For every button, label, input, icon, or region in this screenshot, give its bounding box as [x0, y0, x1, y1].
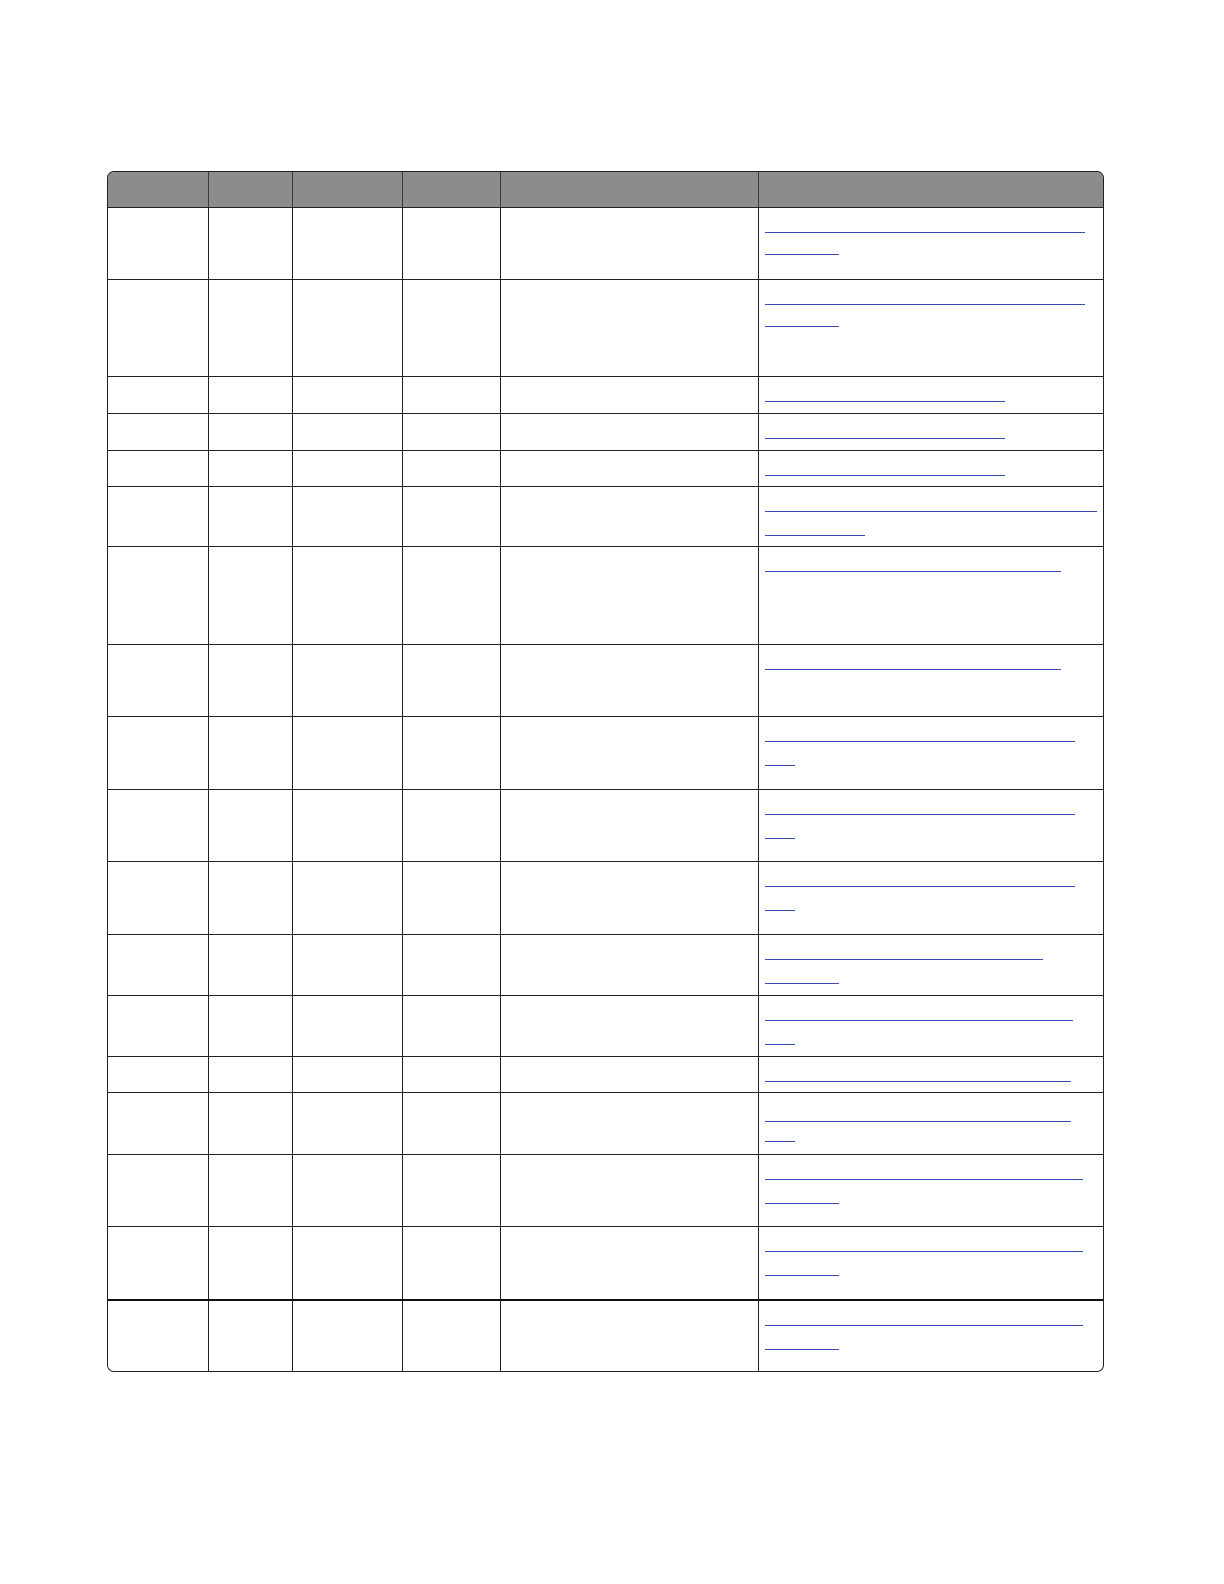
- table-cell: [292, 862, 402, 934]
- table-cell: [292, 547, 402, 644]
- table-cell: [402, 1093, 500, 1154]
- table-cell: [108, 450, 208, 486]
- table-cell: [208, 995, 292, 1056]
- hyperlink-underline[interactable]: [765, 438, 1005, 439]
- table-cell: [402, 934, 500, 995]
- table-row: [108, 1300, 1103, 1371]
- table-cell-link[interactable]: [758, 208, 1103, 280]
- table-row: [108, 208, 1103, 280]
- table-cell: [402, 208, 500, 280]
- table-cell: [402, 1154, 500, 1226]
- table-cell: [208, 716, 292, 789]
- table-cell-link[interactable]: [758, 644, 1103, 716]
- table-cell: [500, 716, 758, 789]
- data-table: [107, 171, 1104, 1372]
- table-cell: [108, 790, 208, 862]
- table-cell-link[interactable]: [758, 450, 1103, 486]
- table-cell-link[interactable]: [758, 790, 1103, 862]
- table-cell: [402, 413, 500, 450]
- table-cell: [292, 790, 402, 862]
- table-row: [108, 934, 1103, 995]
- table-cell: [292, 413, 402, 450]
- table-cell: [500, 547, 758, 644]
- table-cell: [500, 790, 758, 862]
- table-cell: [500, 644, 758, 716]
- hyperlink-underline[interactable]: [765, 326, 839, 327]
- table-row: [108, 1057, 1103, 1093]
- hyperlink-underline[interactable]: [765, 475, 1005, 476]
- hyperlink-underline[interactable]: [765, 765, 795, 766]
- table-cell-link[interactable]: [758, 413, 1103, 450]
- table-cell: [208, 1093, 292, 1154]
- table-cell: [108, 862, 208, 934]
- table-cell: [500, 1057, 758, 1093]
- column-header-link: [758, 172, 1103, 208]
- column-header-5: [500, 172, 758, 208]
- hyperlink-underline[interactable]: [765, 669, 1061, 670]
- table-cell: [292, 1057, 402, 1093]
- table-row: [108, 1226, 1103, 1299]
- table-cell: [500, 1154, 758, 1226]
- table-cell: [208, 1057, 292, 1093]
- table-cell: [292, 716, 402, 789]
- table-cell-link[interactable]: [758, 995, 1103, 1056]
- table-cell-link[interactable]: [758, 934, 1103, 995]
- hyperlink-underline[interactable]: [765, 1349, 839, 1350]
- column-header-1: [108, 172, 208, 208]
- table-cell: [402, 644, 500, 716]
- hyperlink-underline[interactable]: [765, 232, 1085, 233]
- table-cell: [500, 487, 758, 547]
- hyperlink-underline[interactable]: [765, 571, 1061, 572]
- table-cell: [108, 208, 208, 280]
- hyperlink-underline[interactable]: [765, 535, 865, 536]
- table-cell-link[interactable]: [758, 376, 1103, 413]
- table-cell: [402, 487, 500, 547]
- table-row: [108, 376, 1103, 413]
- table-row: [108, 644, 1103, 716]
- table-cell: [292, 995, 402, 1056]
- table-row: [108, 1154, 1103, 1226]
- table-row: [108, 862, 1103, 934]
- table-cell: [208, 376, 292, 413]
- table-row: [108, 995, 1103, 1056]
- table-cell-link[interactable]: [758, 862, 1103, 934]
- column-header-2: [208, 172, 292, 208]
- table-cell: [108, 280, 208, 376]
- table-cell: [108, 547, 208, 644]
- table-cell: [292, 280, 402, 376]
- table-cell-link[interactable]: [758, 1154, 1103, 1226]
- table-cell-link[interactable]: [758, 487, 1103, 547]
- table-row: [108, 547, 1103, 644]
- table-cell: [402, 450, 500, 486]
- table-cell: [500, 1300, 758, 1371]
- column-header-3: [292, 172, 402, 208]
- column-header-4: [402, 172, 500, 208]
- table-cell: [108, 1226, 208, 1299]
- table-cell: [402, 862, 500, 934]
- table-cell: [108, 376, 208, 413]
- table-cell-link[interactable]: [758, 1226, 1103, 1299]
- table-cell: [500, 208, 758, 280]
- table-cell: [500, 413, 758, 450]
- table-row: [108, 413, 1103, 450]
- table-cell: [292, 934, 402, 995]
- table-cell: [108, 934, 208, 995]
- table-cell: [208, 487, 292, 547]
- table-cell: [108, 413, 208, 450]
- table-cell: [402, 790, 500, 862]
- table-row: [108, 790, 1103, 862]
- table-cell: [108, 995, 208, 1056]
- hyperlink-underline[interactable]: [765, 910, 795, 911]
- table-cell: [500, 862, 758, 934]
- hyperlink-underline[interactable]: [765, 814, 1075, 815]
- table-cell: [500, 934, 758, 995]
- table-cell: [108, 1300, 208, 1371]
- table-cell: [208, 208, 292, 280]
- table-cell-link[interactable]: [758, 1300, 1103, 1371]
- hyperlink-underline[interactable]: [765, 1020, 1073, 1021]
- table-cell: [500, 1093, 758, 1154]
- table-cell: [208, 547, 292, 644]
- table-cell: [292, 208, 402, 280]
- hyperlink-underline[interactable]: [765, 1121, 1071, 1122]
- table-cell: [500, 1226, 758, 1299]
- table-cell: [208, 934, 292, 995]
- table-cell: [208, 862, 292, 934]
- hyperlink-underline[interactable]: [765, 1251, 1083, 1252]
- table-row: [108, 450, 1103, 486]
- table-cell: [292, 644, 402, 716]
- hyperlink-underline[interactable]: [765, 304, 1085, 305]
- table-cell: [402, 1226, 500, 1299]
- table-cell: [108, 1093, 208, 1154]
- table-row: [108, 716, 1103, 789]
- table-cell: [208, 280, 292, 376]
- table-cell-link[interactable]: [758, 1093, 1103, 1154]
- table-cell: [402, 995, 500, 1056]
- table-cell: [500, 280, 758, 376]
- table-cell: [292, 1300, 402, 1371]
- hyperlink-underline[interactable]: [765, 401, 1005, 402]
- table-cell: [208, 644, 292, 716]
- table-cell: [292, 450, 402, 486]
- table-cell: [500, 376, 758, 413]
- table-cell-link[interactable]: [758, 1057, 1103, 1093]
- table-cell: [208, 1300, 292, 1371]
- hyperlink-underline[interactable]: [765, 1141, 795, 1142]
- table-cell: [402, 547, 500, 644]
- table-cell: [292, 1154, 402, 1226]
- table-cell-link[interactable]: [758, 547, 1103, 644]
- table-cell: [108, 644, 208, 716]
- hyperlink-underline[interactable]: [765, 254, 839, 255]
- table-cell: [108, 1154, 208, 1226]
- table-cell: [208, 790, 292, 862]
- table-cell: [500, 995, 758, 1056]
- hyperlink-underline[interactable]: [765, 838, 795, 839]
- hyperlink-underline[interactable]: [765, 1081, 1071, 1082]
- table-cell: [402, 716, 500, 789]
- hyperlink-underline[interactable]: [765, 983, 839, 984]
- table-cell: [292, 487, 402, 547]
- table-cell: [402, 1057, 500, 1093]
- table-cell: [208, 450, 292, 486]
- table-cell: [292, 1093, 402, 1154]
- table-row: [108, 487, 1103, 547]
- table-cell-link[interactable]: [758, 716, 1103, 789]
- hyperlink-underline[interactable]: [765, 511, 1097, 512]
- table-cell-link[interactable]: [758, 280, 1103, 376]
- table-row: [108, 1093, 1103, 1154]
- hyperlink-underline[interactable]: [765, 1179, 1083, 1180]
- hyperlink-underline[interactable]: [765, 1203, 839, 1204]
- hyperlink-underline[interactable]: [765, 1275, 839, 1276]
- table-cell: [292, 1226, 402, 1299]
- table-cell: [108, 1057, 208, 1093]
- hyperlink-underline[interactable]: [765, 1325, 1083, 1326]
- table-cell: [402, 376, 500, 413]
- table-cell: [108, 487, 208, 547]
- hyperlink-underline[interactable]: [765, 886, 1075, 887]
- hyperlink-underline[interactable]: [765, 959, 1043, 960]
- table-header-row: [108, 172, 1103, 208]
- table-cell: [292, 376, 402, 413]
- hyperlink-underline[interactable]: [765, 741, 1075, 742]
- hyperlink-underline[interactable]: [765, 1044, 795, 1045]
- table-cell: [208, 413, 292, 450]
- table-cell: [108, 716, 208, 789]
- table-cell: [500, 450, 758, 486]
- table-row: [108, 280, 1103, 376]
- table-cell: [402, 280, 500, 376]
- table-cell: [208, 1226, 292, 1299]
- table-cell: [208, 1154, 292, 1226]
- table-cell: [402, 1300, 500, 1371]
